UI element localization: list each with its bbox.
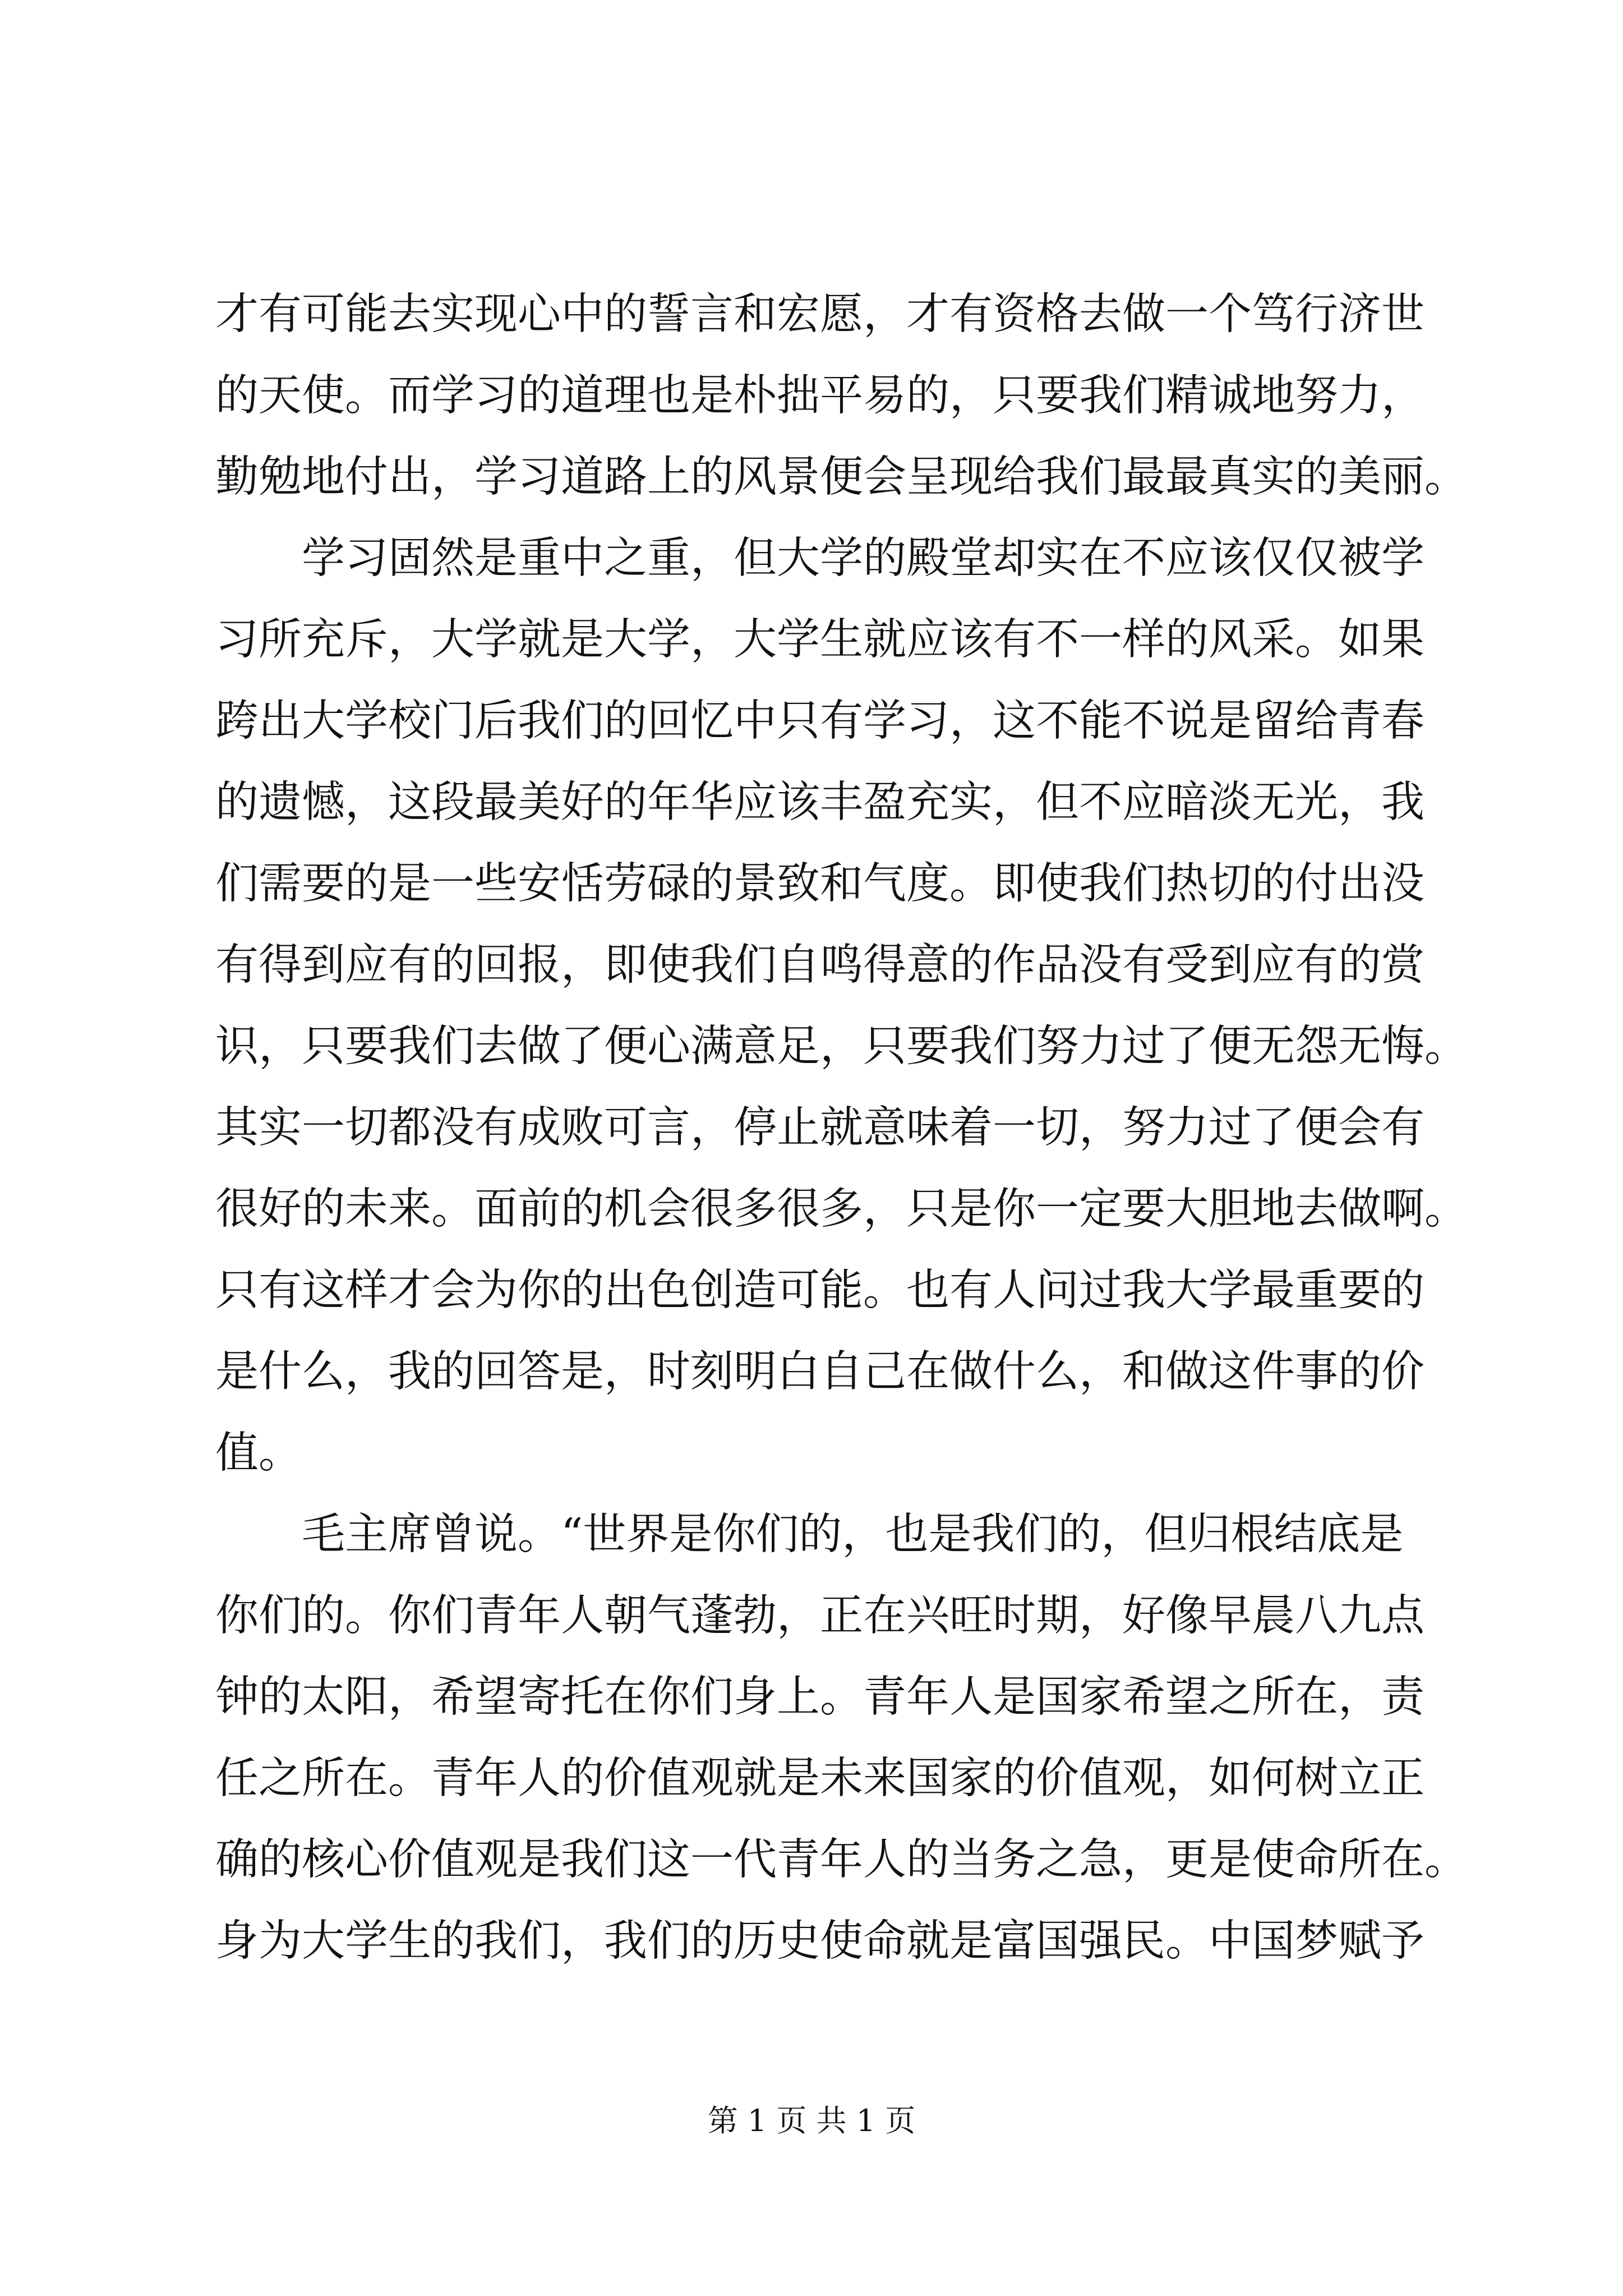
text-line: 确的核心价值观是我们这一代青年人的当务之急，更是使命所在。 <box>215 1835 1468 1885</box>
text-line: 任之所在。青年人的价值观就是未来国家的价值观，如何树立正 <box>215 1754 1424 1803</box>
text-line: 值。 <box>215 1428 302 1478</box>
text-line: 习所充斥，大学就是大学，大学生就应该有不一样的风采。如果 <box>215 615 1424 665</box>
text-line: 识，只要我们去做了便心满意足，只要我们努力过了便无怨无悔。 <box>215 1022 1468 1071</box>
page-footer: 第 1 页 共 1 页 <box>707 2103 916 2138</box>
text-line: 跨出大学校门后我们的回忆中只有学习，这不能不说是留给青春 <box>215 696 1424 746</box>
text-line: 们需要的是一些安恬劳碌的景致和气度。即使我们热切的付出没 <box>215 859 1424 909</box>
text-line: 很好的未来。面前的机会很多很多，只是你一定要大胆地去做啊。 <box>215 1184 1468 1234</box>
text-line: 毛主席曾说。“世界是你们的，也是我们的，但归根结底是 <box>215 1510 1404 1559</box>
text-line: 勤勉地付出，学习道路上的风景便会呈现给我们最最真实的美丽。 <box>215 452 1468 502</box>
text-line: 学习固然是重中之重，但大学的殿堂却实在不应该仅仅被学 <box>215 533 1424 583</box>
text-line: 的遗憾，这段最美好的年华应该丰盈充实，但不应暗淡无光，我 <box>215 777 1424 827</box>
text-line: 其实一切都没有成败可言，停止就意味着一切，努力过了便会有 <box>215 1103 1424 1153</box>
text-line: 身为大学生的我们，我们的历史使命就是富国强民。中国梦赋予 <box>215 1916 1424 1966</box>
text-line: 你们的。你们青年人朝气蓬勃，正在兴旺时期，好像早晨八九点 <box>215 1591 1424 1641</box>
text-line: 才有可能去实现心中的誓言和宏愿，才有资格去做一个笃行济世 <box>215 289 1424 339</box>
text-line: 的天使。而学习的道理也是朴拙平易的，只要我们精诚地努力， <box>215 371 1424 421</box>
body-text <box>215 274 1468 1982</box>
text-line: 钟的太阳，希望寄托在你们身上。青年人是国家希望之所在，责 <box>215 1672 1424 1722</box>
text-line: 是什么，我的回答是，时刻明白自己在做什么，和做这件事的价 <box>215 1347 1424 1397</box>
text-line: 有得到应有的回报，即使我们自鸣得意的作品没有受到应有的赏 <box>215 940 1424 990</box>
text-line: 只有这样才会为你的出色创造可能。也有人问过我大学最重要的 <box>215 1266 1424 1315</box>
